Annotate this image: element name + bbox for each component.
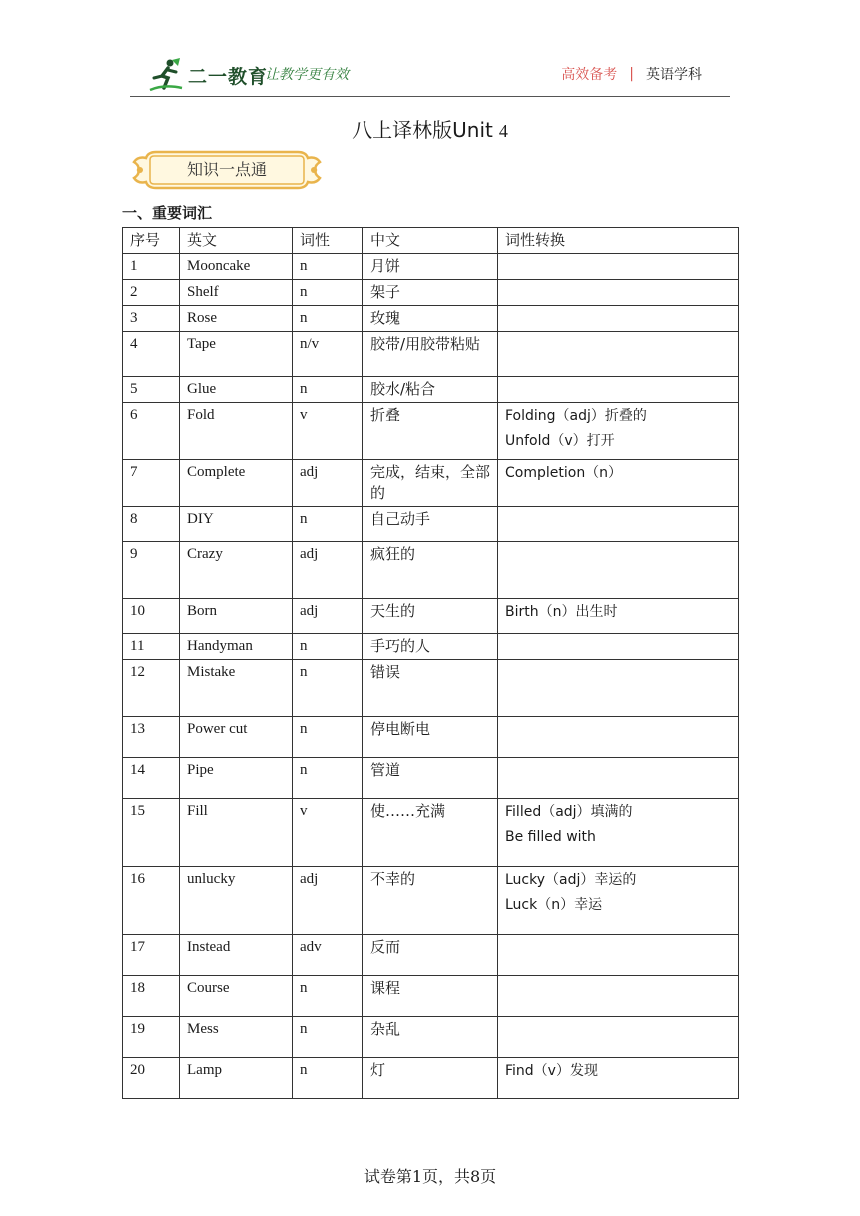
cell-chinese: 自己动手	[363, 507, 498, 542]
cell-no: 16	[123, 867, 180, 935]
conversion-line: Completion（n）	[505, 465, 623, 481]
table-row	[123, 634, 739, 660]
cell-no: 8	[123, 507, 180, 542]
cell-chinese: 错误	[363, 660, 498, 717]
cell-english: Mooncake	[180, 254, 293, 280]
cell-pos: n	[293, 1017, 363, 1058]
cell-pos: n	[293, 634, 363, 660]
cell-conversion	[498, 460, 739, 507]
cell-no: 19	[123, 1017, 180, 1058]
cell-conversion	[498, 660, 739, 717]
cell-english: Born	[180, 599, 293, 634]
cell-conversion	[498, 1017, 739, 1058]
cell-conversion	[498, 867, 739, 935]
slogan: 让教学更有效	[265, 67, 349, 83]
table-row	[123, 306, 739, 332]
title-main: 八上译林版Unit	[352, 118, 493, 142]
cell-chinese: 杂乱	[363, 1017, 498, 1058]
cell-english: Glue	[180, 377, 293, 403]
cell-chinese: 手巧的人	[363, 634, 498, 660]
conversion-line: Folding（adj）折叠的	[505, 408, 647, 424]
cell-chinese: 天生的	[363, 599, 498, 634]
cell-chinese: 使……充满	[363, 799, 498, 867]
cell-english: Mistake	[180, 660, 293, 717]
section-banner	[130, 148, 324, 192]
table-row	[123, 280, 739, 306]
cell-pos: n/v	[293, 332, 363, 377]
cell-conversion	[498, 799, 739, 867]
cell-conversion	[498, 403, 739, 460]
cell-no: 12	[123, 660, 180, 717]
cell-english: Shelf	[180, 280, 293, 306]
cell-no: 15	[123, 799, 180, 867]
cell-conversion	[498, 1058, 739, 1099]
table-row	[123, 935, 739, 976]
cell-pos: n	[293, 254, 363, 280]
tag-separator: |	[629, 66, 634, 82]
table-row	[123, 976, 739, 1017]
cell-pos: v	[293, 799, 363, 867]
cell-no: 2	[123, 280, 180, 306]
conversion-line: Find（v）发现	[505, 1063, 598, 1079]
cell-no: 14	[123, 758, 180, 799]
cell-chinese: 不幸的	[363, 867, 498, 935]
cell-conversion	[498, 254, 739, 280]
col-header-english: 英文	[180, 228, 293, 254]
cell-pos: v	[293, 403, 363, 460]
cell-english: Handyman	[180, 634, 293, 660]
cell-english: Fold	[180, 403, 293, 460]
banner-label: 知识一点通	[186, 160, 267, 179]
cell-english: Course	[180, 976, 293, 1017]
cell-no: 4	[123, 332, 180, 377]
cell-conversion	[498, 332, 739, 377]
cell-no: 1	[123, 254, 180, 280]
cell-pos: adj	[293, 460, 363, 507]
cell-pos: adj	[293, 542, 363, 599]
cell-pos: n	[293, 280, 363, 306]
cell-pos: n	[293, 976, 363, 1017]
cell-chinese: 胶带/用胶带粘贴	[363, 332, 498, 377]
table-row	[123, 599, 739, 634]
runner-logo-icon	[148, 58, 186, 92]
cell-chinese: 月饼	[363, 254, 498, 280]
cell-pos: adv	[293, 935, 363, 976]
table-header-row	[123, 228, 739, 254]
cell-pos: n	[293, 306, 363, 332]
logo-text: 二一教育	[188, 65, 269, 88]
section-heading: 一、重要词汇	[122, 204, 213, 222]
table-row	[123, 1058, 739, 1099]
cell-pos: n	[293, 717, 363, 758]
cell-english: Instead	[180, 935, 293, 976]
col-header-conversion: 词性转换	[498, 228, 739, 254]
vocabulary-table	[122, 227, 739, 1099]
cell-pos: n	[293, 758, 363, 799]
cell-pos: n	[293, 1058, 363, 1099]
table-row	[123, 507, 739, 542]
table-row	[123, 403, 739, 460]
table-row	[123, 254, 739, 280]
cell-no: 11	[123, 634, 180, 660]
cell-chinese: 疯狂的	[363, 542, 498, 599]
cell-chinese: 课程	[363, 976, 498, 1017]
cell-english: Fill	[180, 799, 293, 867]
page-title	[0, 114, 860, 143]
cell-chinese: 管道	[363, 758, 498, 799]
cell-no: 5	[123, 377, 180, 403]
table-row	[123, 717, 739, 758]
header-divider	[130, 96, 730, 97]
cell-conversion	[498, 935, 739, 976]
cell-english: Power cut	[180, 717, 293, 758]
cell-conversion	[498, 280, 739, 306]
cell-no: 13	[123, 717, 180, 758]
cell-conversion	[498, 976, 739, 1017]
header-tags	[561, 64, 702, 84]
cell-pos: adj	[293, 599, 363, 634]
cell-conversion	[498, 758, 739, 799]
cell-english: Mess	[180, 1017, 293, 1058]
cell-no: 10	[123, 599, 180, 634]
conversion-line: Be filled with	[505, 829, 596, 845]
conversion-line: Birth（n）出生时	[505, 604, 618, 620]
cell-chinese: 反而	[363, 935, 498, 976]
col-header-chinese: 中文	[363, 228, 498, 254]
cell-no: 7	[123, 460, 180, 507]
cell-chinese: 停电断电	[363, 717, 498, 758]
cell-chinese: 胶水/粘合	[363, 377, 498, 403]
cell-english: Rose	[180, 306, 293, 332]
cell-no: 6	[123, 403, 180, 460]
conversion-line: Filled（adj）填满的	[505, 804, 633, 820]
page-footer: 试卷第1页，共8页	[363, 1167, 497, 1186]
cell-chinese: 灯	[363, 1058, 498, 1099]
cell-english: unlucky	[180, 867, 293, 935]
table-row	[123, 542, 739, 599]
cell-english: Pipe	[180, 758, 293, 799]
cell-english: Tape	[180, 332, 293, 377]
cell-no: 9	[123, 542, 180, 599]
tag-exam-prep: 高效备考	[561, 67, 618, 83]
cell-pos: adj	[293, 867, 363, 935]
table-row	[123, 332, 739, 377]
cell-pos: n	[293, 660, 363, 717]
logo	[148, 58, 268, 92]
cell-no: 3	[123, 306, 180, 332]
table-row	[123, 758, 739, 799]
cell-chinese: 完成，结束，全部的	[363, 460, 498, 507]
cell-chinese: 折叠	[363, 403, 498, 460]
table-row	[123, 377, 739, 403]
cell-conversion	[498, 377, 739, 403]
cell-conversion	[498, 507, 739, 542]
cell-no: 20	[123, 1058, 180, 1099]
col-header-no: 序号	[123, 228, 180, 254]
cell-conversion	[498, 306, 739, 332]
cell-english: Lamp	[180, 1058, 293, 1099]
cell-pos: n	[293, 507, 363, 542]
cell-english: Crazy	[180, 542, 293, 599]
cell-chinese: 玫瑰	[363, 306, 498, 332]
cell-no: 17	[123, 935, 180, 976]
table-row	[123, 799, 739, 867]
cell-pos: n	[293, 377, 363, 403]
table-row	[123, 460, 739, 507]
cell-conversion	[498, 634, 739, 660]
cell-conversion	[498, 717, 739, 758]
cell-conversion	[498, 599, 739, 634]
table-row	[123, 1017, 739, 1058]
cell-chinese: 架子	[363, 280, 498, 306]
table-row	[123, 660, 739, 717]
title-number: 4	[498, 121, 508, 141]
cell-no: 18	[123, 976, 180, 1017]
table-row	[123, 867, 739, 935]
col-header-pos: 词性	[293, 228, 363, 254]
conversion-line: Unfold（v）打开	[505, 433, 615, 449]
tag-subject: 英语学科	[646, 67, 702, 83]
cell-english: DIY	[180, 507, 293, 542]
conversion-line: Luck（n）幸运	[505, 897, 603, 913]
cell-english: Complete	[180, 460, 293, 507]
cell-conversion	[498, 542, 739, 599]
page-header	[130, 52, 730, 98]
conversion-line: Lucky（adj）幸运的	[505, 872, 637, 888]
